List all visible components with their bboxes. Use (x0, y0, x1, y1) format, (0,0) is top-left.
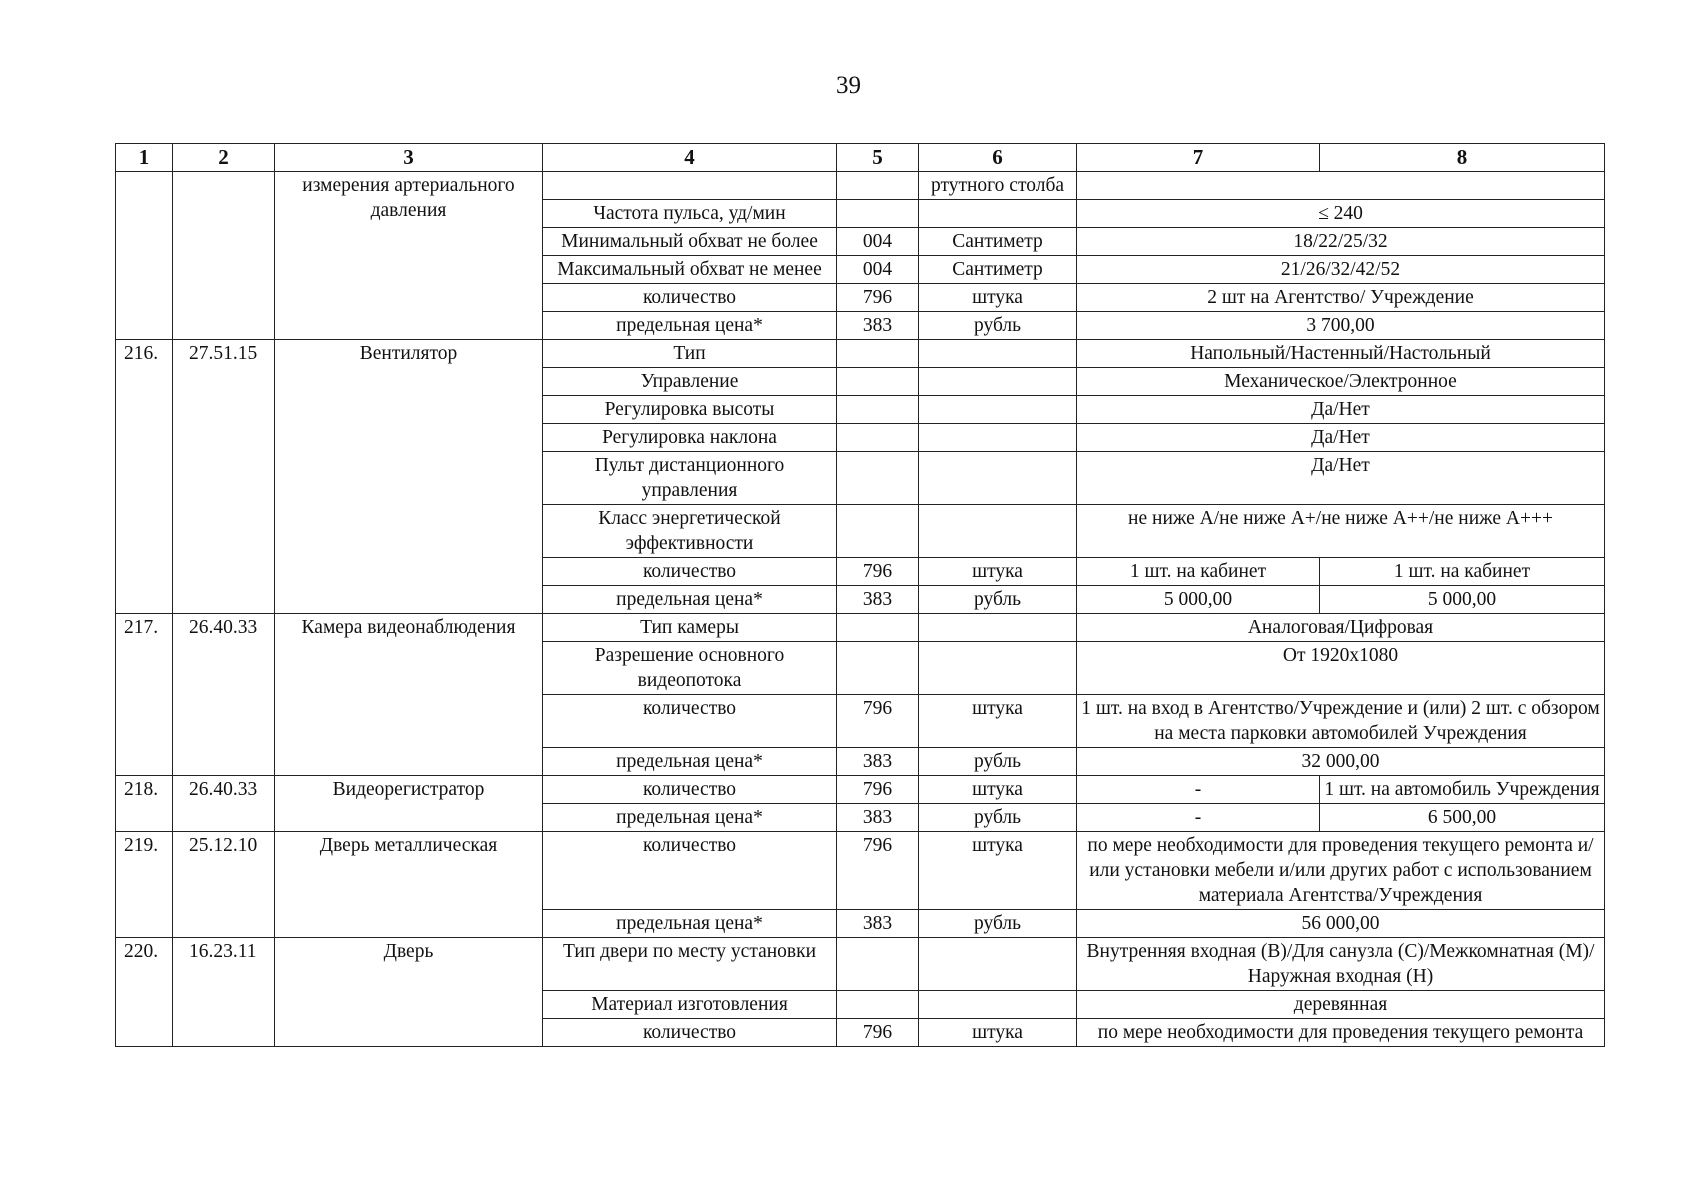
param-name: количество (543, 695, 837, 748)
param-name: Максимальный обхват не менее (543, 256, 837, 284)
param-value: 2 шт на Агентство/ Учреждение (1077, 284, 1605, 312)
param-name: количество (543, 1019, 837, 1047)
item-number (116, 172, 173, 340)
col-header-2: 2 (173, 144, 275, 172)
unit-name: штука (919, 695, 1077, 748)
unit-name: рубль (919, 804, 1077, 832)
param-value: Механическое/Электронное (1077, 368, 1605, 396)
param-value: Да/Нет (1077, 396, 1605, 424)
item-name: Видеорегистратор (275, 776, 543, 832)
param-name: Регулировка наклона (543, 424, 837, 452)
col-header-7: 7 (1077, 144, 1320, 172)
param-value: 18/22/25/32 (1077, 228, 1605, 256)
param-value: Напольный/Настенный/Настольный (1077, 340, 1605, 368)
col-header-5: 5 (837, 144, 919, 172)
param-name: количество (543, 776, 837, 804)
okei-code (837, 172, 919, 200)
param-name: Частота пульса, уд/мин (543, 200, 837, 228)
unit-name (919, 200, 1077, 228)
okei-code: 383 (837, 748, 919, 776)
okei-code: 383 (837, 804, 919, 832)
okei-code (837, 642, 919, 695)
param-name: Пульт дистанционного управления (543, 452, 837, 505)
okei-code: 796 (837, 284, 919, 312)
unit-name: штука (919, 832, 1077, 910)
param-name: предельная цена* (543, 312, 837, 340)
param-value (1077, 172, 1605, 200)
param-value: ≤ 240 (1077, 200, 1605, 228)
table-row (116, 776, 1605, 804)
param-name: предельная цена* (543, 910, 837, 938)
okei-code (837, 991, 919, 1019)
param-name: Класс энергетической эффективности (543, 505, 837, 558)
unit-name: Сантиметр (919, 228, 1077, 256)
param-name: Тип (543, 340, 837, 368)
okei-code (837, 938, 919, 991)
param-value-col7: - (1077, 776, 1320, 804)
unit-name (919, 452, 1077, 505)
requirements-table (115, 143, 1605, 1047)
unit-name: Сантиметр (919, 256, 1077, 284)
param-value-col8: 1 шт. на автомобиль Учреждения (1320, 776, 1605, 804)
unit-name: штука (919, 558, 1077, 586)
item-number: 219. (116, 832, 173, 938)
param-name: количество (543, 558, 837, 586)
param-name: Разрешение основного видеопотока (543, 642, 837, 695)
item-name: Камера видеонаблюдения (275, 614, 543, 776)
param-name: Управление (543, 368, 837, 396)
okei-code (837, 505, 919, 558)
unit-name: штука (919, 1019, 1077, 1047)
okei-code: 383 (837, 910, 919, 938)
item-number: 217. (116, 614, 173, 776)
unit-name: штука (919, 284, 1077, 312)
table-row (116, 938, 1605, 991)
param-name: Регулировка высоты (543, 396, 837, 424)
param-name: Тип двери по месту установки (543, 938, 837, 991)
param-value: От 1920х1080 (1077, 642, 1605, 695)
item-okpd-code: 16.23.11 (173, 938, 275, 1047)
page-number: 39 (836, 72, 861, 99)
unit-name (919, 614, 1077, 642)
param-value: 56 000,00 (1077, 910, 1605, 938)
param-value: 32 000,00 (1077, 748, 1605, 776)
unit-name (919, 340, 1077, 368)
col-header-8: 8 (1320, 144, 1605, 172)
param-value-col8: 5 000,00 (1320, 586, 1605, 614)
unit-name (919, 642, 1077, 695)
table-row (116, 832, 1605, 910)
item-okpd-code: 26.40.33 (173, 614, 275, 776)
unit-name: рубль (919, 910, 1077, 938)
param-value-col7: 1 шт. на кабинет (1077, 558, 1320, 586)
item-okpd-code: 26.40.33 (173, 776, 275, 832)
item-number: 220. (116, 938, 173, 1047)
param-value: 3 700,00 (1077, 312, 1605, 340)
item-okpd-code (173, 172, 275, 340)
okei-code: 796 (837, 776, 919, 804)
okei-code (837, 452, 919, 505)
okei-code: 796 (837, 558, 919, 586)
param-value: деревянная (1077, 991, 1605, 1019)
unit-name (919, 991, 1077, 1019)
param-name: Материал изготовления (543, 991, 837, 1019)
param-name: предельная цена* (543, 748, 837, 776)
okei-code (837, 368, 919, 396)
unit-name (919, 396, 1077, 424)
param-value: Да/Нет (1077, 452, 1605, 505)
header-row (116, 144, 1605, 172)
unit-name: ртутного столба (919, 172, 1077, 200)
unit-name (919, 505, 1077, 558)
param-name (543, 172, 837, 200)
okei-code (837, 340, 919, 368)
item-name: Дверь металлическая (275, 832, 543, 938)
okei-code: 383 (837, 312, 919, 340)
unit-name (919, 938, 1077, 991)
table-row (116, 340, 1605, 368)
okei-code: 796 (837, 695, 919, 748)
param-name: количество (543, 284, 837, 312)
item-okpd-code: 27.51.15 (173, 340, 275, 614)
okei-code: 383 (837, 586, 919, 614)
param-name: количество (543, 832, 837, 910)
item-name: измерения артериального давления (275, 172, 543, 340)
okei-code (837, 396, 919, 424)
col-header-3: 3 (275, 144, 543, 172)
unit-name (919, 424, 1077, 452)
item-name: Вентилятор (275, 340, 543, 614)
unit-name: рубль (919, 312, 1077, 340)
unit-name: рубль (919, 586, 1077, 614)
item-okpd-code: 25.12.10 (173, 832, 275, 938)
param-value: по мере необходимости для проведения текущего ремонта и/или установки мебели и/или других работ с использованием материала Агентства/Учреждения (1077, 832, 1605, 910)
param-name: Тип камеры (543, 614, 837, 642)
okei-code (837, 614, 919, 642)
param-value: Внутренняя входная (В)/Для санузла (С)/Межкомнатная (М)/Наружная входная (Н) (1077, 938, 1605, 991)
unit-name (919, 368, 1077, 396)
param-value-col7: 5 000,00 (1077, 586, 1320, 614)
param-name: Минимальный обхват не более (543, 228, 837, 256)
item-number: 218. (116, 776, 173, 832)
unit-name: рубль (919, 748, 1077, 776)
param-value: 21/26/32/42/52 (1077, 256, 1605, 284)
table-row (116, 172, 1605, 200)
okei-code: 796 (837, 1019, 919, 1047)
param-value: Да/Нет (1077, 424, 1605, 452)
okei-code: 796 (837, 832, 919, 910)
param-name: предельная цена* (543, 804, 837, 832)
param-value: Аналоговая/Цифровая (1077, 614, 1605, 642)
param-value-col8: 6 500,00 (1320, 804, 1605, 832)
unit-name: штука (919, 776, 1077, 804)
col-header-6: 6 (919, 144, 1077, 172)
col-header-4: 4 (543, 144, 837, 172)
param-value-col7: - (1077, 804, 1320, 832)
param-name: предельная цена* (543, 586, 837, 614)
okei-code (837, 200, 919, 228)
col-header-1: 1 (116, 144, 173, 172)
param-value: не ниже А/не ниже А+/не ниже А++/не ниже А+++ (1077, 505, 1605, 558)
table-row (116, 614, 1605, 642)
okei-code: 004 (837, 256, 919, 284)
okei-code (837, 424, 919, 452)
param-value-col8: 1 шт. на кабинет (1320, 558, 1605, 586)
item-number: 216. (116, 340, 173, 614)
param-value: по мере необходимости для проведения текущего ремонта (1077, 1019, 1605, 1047)
param-value: 1 шт. на вход в Агентство/Учреждение и (или) 2 шт. с обзором на места парковки автомобилей Учреждения (1077, 695, 1605, 748)
okei-code: 004 (837, 228, 919, 256)
item-name: Дверь (275, 938, 543, 1047)
